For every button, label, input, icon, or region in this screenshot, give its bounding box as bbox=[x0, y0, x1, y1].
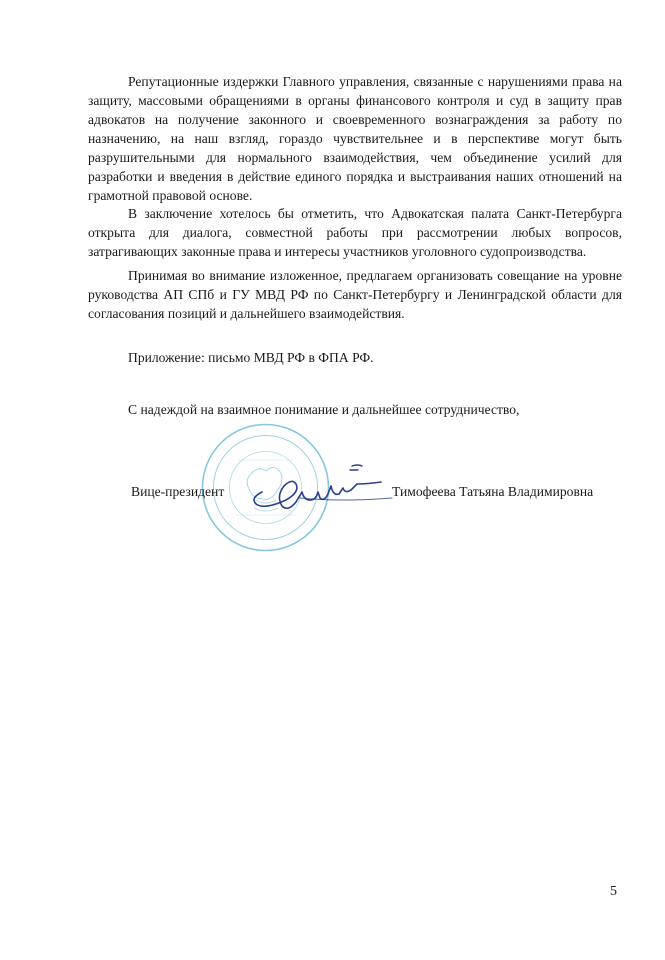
signatory-title: Вице-президент bbox=[131, 484, 225, 499]
paragraph-conclusion: В заключение хотелось бы отметить, что Адвокатская палата Санкт-Петербурга открыта для диалога, совместной работы при рассмотрении любых вопросов, затрагивающих законные права и интересы участников уголовного судопроизводства. bbox=[88, 206, 622, 259]
attachment-note: Приложение: письмо МВД РФ в ФПА РФ. bbox=[128, 350, 374, 365]
paragraph-proposal: Принимая во внимание изложенное, предлагаем организовать совещание на уровне руководства АП СПб и ГУ МВД РФ по Санкт-Петербургу и Ленинградской области для согласования позиций и дальнейшего взаимодействия. bbox=[88, 268, 622, 321]
paragraph-reputational-costs: Репутационные издержки Главного управления, связанные с нарушениями права на защиту, массовыми обращениями в органы финансового контроля и суд в защиту прав адвокатов на получение законного и своевременного вознаграждения за работу по назначению, на наш взгляд, гораздо чувствительнее и в перспективе могут быть разрушительными для нормального взаимодействия, чем объединение усилий для разработки и введения в действие единого порядка и выстраивания наших отношений на грамотной правовой основе. bbox=[88, 74, 622, 203]
signatory-name: Тимофеева Татьяна Владимировна bbox=[392, 484, 594, 499]
page-number: 5 bbox=[610, 884, 617, 899]
handwritten-signature bbox=[240, 462, 400, 517]
closing-phrase: С надеждой на взаимное понимание и дальнейшее сотрудничество, bbox=[128, 402, 520, 417]
